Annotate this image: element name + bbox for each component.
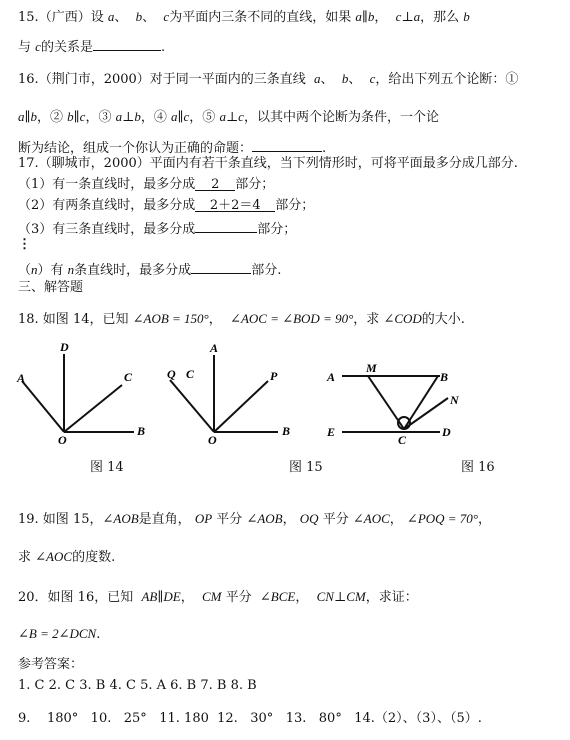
q16-text: ，以其中两个论断为条件，一个论 (243, 110, 439, 125)
q15-number: 15. (18, 10, 39, 25)
var-c: c (369, 71, 376, 86)
q16-text: ，③ (85, 110, 112, 125)
answer-blank (191, 259, 251, 274)
answer-number: 9. (18, 711, 31, 726)
answer-blank (195, 218, 257, 233)
label-A: A (210, 341, 219, 355)
answers-title: 参考答案： (18, 657, 84, 672)
q20-text: 平分 (225, 590, 252, 605)
expr-ab-de: AB∥DE (141, 589, 181, 604)
period: . (322, 141, 327, 156)
answer-number: 11. (159, 711, 180, 726)
vertical-dots: ⋮ (18, 237, 31, 252)
q20-line-1 (18, 588, 562, 607)
period: . (96, 627, 101, 642)
answer-blank (195, 176, 235, 191)
q17-text: 部分； (235, 177, 275, 192)
q15-line-1 (18, 8, 562, 27)
answer-value: 80° (318, 711, 342, 726)
statement-2: b∥c (67, 109, 86, 124)
label-A: A (327, 370, 336, 384)
comma: ， (295, 590, 309, 605)
label-Q: Q (167, 367, 176, 381)
q20-text: ，求证： (365, 590, 418, 605)
expr-op: OP (194, 511, 213, 526)
q19-text: 平分 (216, 512, 243, 527)
separator: 、 (142, 10, 156, 25)
q17-text: 条直线时，最多分成 (74, 263, 192, 278)
answer-value: 25° (123, 711, 147, 726)
q16-source: （荆门市，2000）对于同一平面内的三条直线 (38, 72, 306, 87)
q17-text: （2）有两条直线时，最多分成 (18, 198, 196, 213)
expr-aoc: ∠AOC (35, 549, 73, 564)
var-a: a (107, 9, 115, 24)
q17-text: 部分； (275, 198, 315, 213)
var-c: c (163, 9, 170, 24)
q17-text: （ (18, 263, 32, 278)
label-B: B (282, 424, 291, 438)
answer-number: 13. (285, 711, 307, 726)
statement-1: a∥b (18, 109, 38, 124)
q18-text: 的大小. (421, 312, 465, 327)
label-O: O (58, 433, 67, 447)
q18-line (18, 310, 562, 329)
statement-4: a∥c (171, 109, 190, 124)
q18-text: 18. 如图 14，已知 (18, 312, 129, 327)
answer-number: 14.（2）、（3）、（5）. (354, 711, 482, 726)
figure-16-caption: 图 16 (461, 460, 495, 475)
q19-text: 19. 如图 15， (18, 512, 103, 527)
q17-item-1 (18, 176, 562, 194)
label-E: E (327, 425, 336, 439)
q19-text: 是直角， (138, 512, 191, 527)
q16-line-2 (18, 108, 562, 127)
var-c: c (35, 39, 41, 54)
q19-line-1 (18, 510, 562, 529)
q17-text: 部分； (257, 222, 297, 237)
period: . (160, 40, 166, 55)
answer-value: 30° (250, 711, 274, 726)
label-P: P (270, 369, 278, 383)
separator: 、 (114, 10, 128, 25)
var-n: n (67, 262, 75, 277)
label-C: C (124, 370, 133, 384)
q15-source: （广西）设 (38, 10, 104, 25)
expr-b-dcn: ∠B = 2∠DCN (18, 626, 97, 641)
label-D: D (442, 425, 451, 439)
label-D: D (60, 340, 69, 354)
section-heading: 三、解答题 (18, 280, 84, 295)
q16-number: 16. (18, 72, 39, 87)
comma: ， (374, 10, 388, 25)
answers-line-2 (18, 710, 562, 728)
expr-oq: OQ (299, 511, 319, 526)
q17-text: ）有 (37, 263, 64, 278)
q15-text: 的关系是 (40, 40, 93, 55)
figure-16-lines (342, 376, 448, 432)
figure-15-lines (170, 355, 278, 432)
answer-number: 12. (217, 711, 238, 726)
figure-14-caption: 图 14 (90, 460, 124, 475)
q18-text: ，求 (353, 312, 380, 327)
var-b: b (135, 9, 143, 24)
statement-3: a⊥b (115, 109, 141, 124)
label-M: M (366, 361, 377, 375)
comma: ， (389, 512, 403, 527)
var-a: a (314, 71, 321, 86)
comma: ， (208, 312, 222, 327)
expr-aoc-bod: ∠AOC = ∠BOD = 90° (230, 311, 354, 326)
q17-text: 部分. (251, 263, 282, 278)
q16-text: ，⑤ (189, 110, 216, 125)
q17-text: （1）有一条直线时，最多分成 (18, 177, 196, 192)
label-C: C (186, 367, 195, 381)
expr-aoc: ∠AOC (352, 511, 390, 526)
q17-item-2 (18, 197, 562, 215)
q20-text: 20．如图 16，已知 (18, 590, 134, 605)
q19-text: 求 (18, 550, 32, 565)
expr-cm: CM (201, 589, 222, 604)
q16-text: ，② (37, 110, 64, 125)
answer-blank (252, 137, 322, 152)
comma: ， (478, 512, 492, 527)
expr-aob: ∠AOB = 150° (132, 311, 209, 326)
q20-line-2 (18, 625, 562, 644)
filled-answer: 2 (211, 177, 220, 192)
q15-text: 与 (18, 40, 32, 55)
figure-15-caption: 图 15 (289, 460, 323, 475)
expr-poq: ∠POQ = 70° (406, 511, 479, 526)
q16-text: ，给出下列五个论断：① (375, 72, 519, 87)
expr-bce: ∠BCE (259, 589, 296, 604)
q16-line-1 (18, 70, 562, 89)
q15-text: ，那么 (420, 10, 460, 25)
q17-head: 17.（聊城市，2000）平面内有若干条直线，当下列情形时，可将平面最多分成几部分. (18, 156, 518, 171)
q16-text: ，④ (140, 110, 167, 125)
label-B: B (440, 370, 449, 384)
answers-line-1: 1. C 2. C 3. B 4. C 5. A 6. B 7. B 8. B (18, 678, 257, 693)
expr-aob: ∠AOB (102, 511, 139, 526)
expr-aob: ∠AOB (246, 511, 283, 526)
expr-parallel: a∥b (355, 9, 375, 24)
answer-value: 180 (184, 711, 209, 726)
expr-perp: c⊥a (395, 9, 421, 24)
comma: ， (282, 512, 296, 527)
answer-blank (195, 197, 275, 212)
var-b: b (463, 9, 470, 24)
label-N: N (450, 393, 459, 407)
filled-answer: 2＋2＝4 (209, 198, 261, 213)
q17-text: （3）有三条直线时，最多分成 (18, 222, 196, 237)
statement-5: a⊥c (219, 109, 244, 124)
var-b: b (341, 71, 349, 86)
q19-text: 的度数. (72, 550, 116, 565)
label-A: A (17, 371, 26, 385)
q15-text: 为平面内三条不同的直线，如果 (169, 10, 352, 25)
var-n: n (31, 262, 38, 277)
comma: ， (180, 590, 194, 605)
answer-number: 10. (90, 711, 112, 726)
figure-14-lines (22, 354, 134, 432)
q19-text: 平分 (322, 512, 349, 527)
q17-item-n (18, 259, 562, 280)
label-O: O (208, 433, 217, 447)
separator: 、 (348, 72, 362, 87)
label-C: C (398, 433, 407, 447)
separator: 、 (320, 72, 334, 87)
q16-text: 断为结论，组成一个你认为正确的命题： (18, 141, 253, 156)
answer-blank (93, 36, 161, 51)
expr-cn-cm: CN⊥CM (316, 589, 366, 604)
q19-line-2 (18, 548, 562, 567)
label-B: B (137, 424, 146, 438)
answer-value: 180° (46, 711, 79, 726)
q15-line-2 (18, 36, 562, 57)
expr-cod: ∠COD (383, 311, 422, 326)
